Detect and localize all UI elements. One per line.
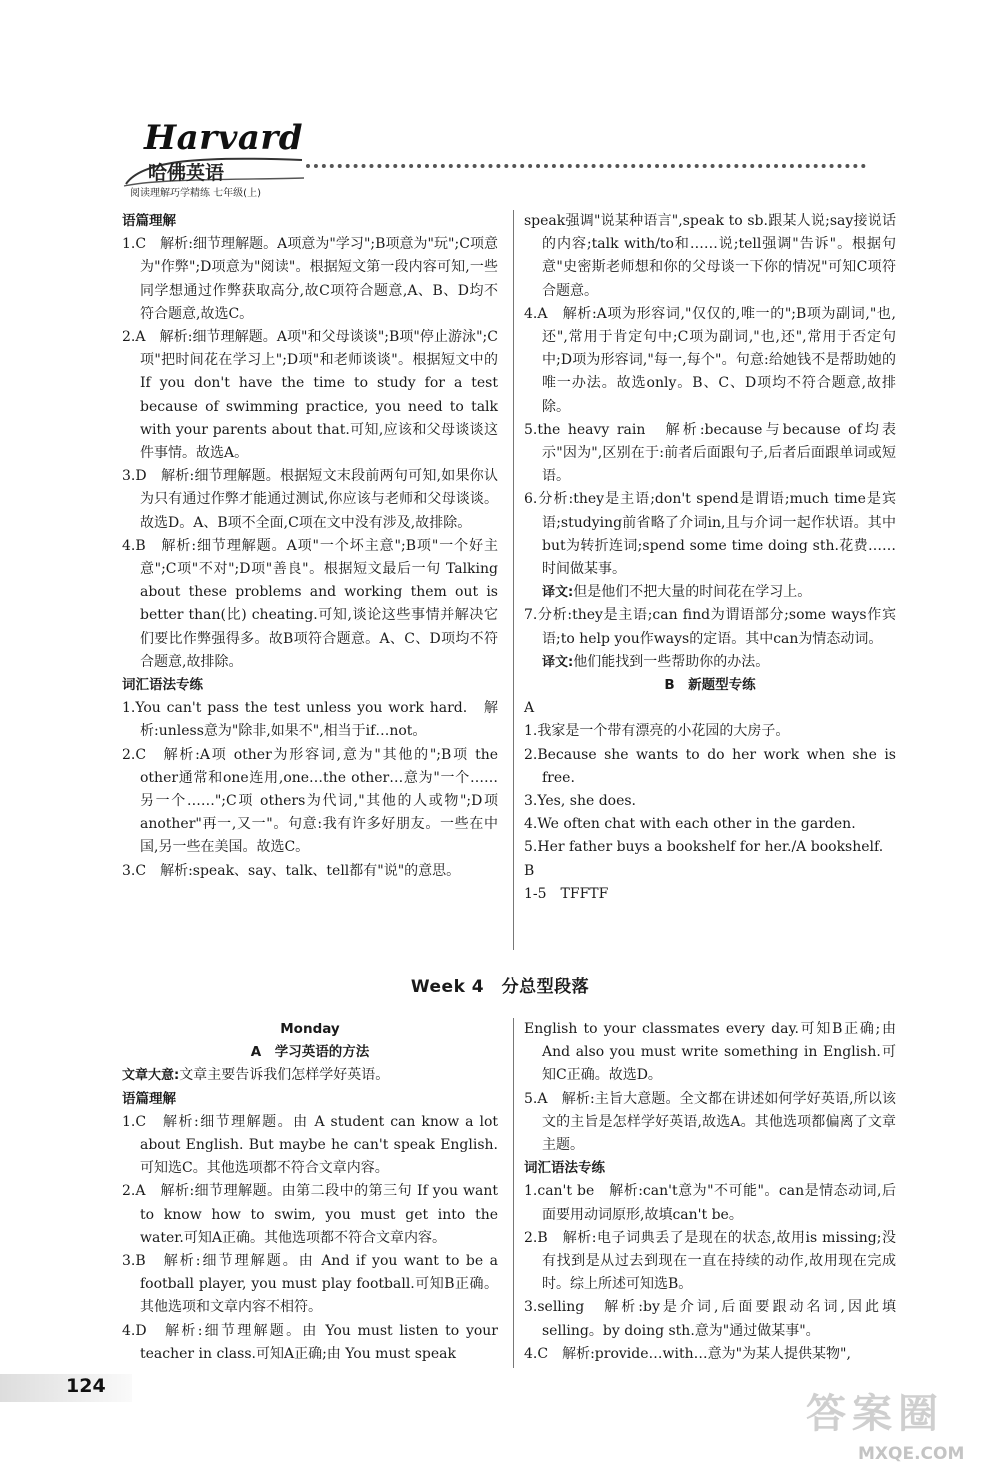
- section-heading: 词汇语法专练: [524, 1160, 605, 1177]
- answer-item: 5.the heavy rain 解析:because与because of均表示"因为",区别在于:前者后面跟句子,后者后面跟单词或短语。: [524, 421, 896, 485]
- answer-item: 1.C 解析:细节理解题。A项意为"学习";B项意为"玩";C项意为"作弊";D项意为"阅读"。根据短文第一段内容可知,一些同学想通过作弊获取高分,故C项符合题意,A、B、D均不符合题意,故选C。: [122, 236, 498, 322]
- summary-text: 文章主要告诉我们怎样学好英语。: [179, 1067, 390, 1084]
- day-heading: Monday: [280, 1021, 340, 1037]
- answer-item: 5.A 解析:主旨大意题。全文都在讲述如何学好英语,所以该文的主旨是怎样学好英语,故选A。其他选项都偏离了文章主题。: [524, 1090, 896, 1154]
- answer-item: 3.selling 解析:by是介词,后面要跟动名词,因此填selling。by doing sth.意为"通过做某事"。: [524, 1299, 896, 1339]
- answer-item: 3.D 解析:细节理解题。根据短文末段前两句可知,如果你认为只有通过作弊才能通过测试,你应该与老师和父母谈谈。故选D。A、B项不全面,C项在文中没有涉及,故排除。: [122, 468, 498, 531]
- answer-item: 4.We often chat with each other in the garden.: [524, 816, 856, 833]
- answer-item: 1.You can't pass the test unless you work hard. 解析:unless意为"除非,如果不",相当于if…not。: [122, 700, 498, 740]
- translation-label: 译文:: [542, 654, 574, 670]
- answer-item: 4.D 解析:细节理解题。由 You must listen to your teacher in class.可知A正确;由 You must speak: [122, 1322, 498, 1362]
- answer-item: 1.我家是一个带有漂亮的小花园的大房子。: [524, 723, 790, 740]
- header-dotted-rule: [306, 164, 866, 168]
- summary-label: 文章大意:: [122, 1068, 180, 1084]
- bottom-right-column: [524, 1018, 896, 1366]
- answer-item: English to your classmates every day.可知B正确;由 And also you must write something in English.可知C正确。故选D。: [524, 1021, 896, 1084]
- brand-logo: Harvard: [144, 118, 304, 158]
- translation-text: 他们能找到一些帮助你的办法。: [573, 653, 770, 670]
- answer-item: 2.B 解析:电子词典丢了是现在的状态,故用is missing;没有找到是从过去到现在一直在持续的动作,故用现在完成时。综上所述可知选B。: [524, 1229, 896, 1293]
- sub-label: A: [524, 700, 535, 717]
- page-number: 124: [66, 1375, 106, 1397]
- answer-item: 7.分析:they是主语;can find为谓语部分;some ways作宾语;to help you作ways的定语。其中can为情态动词。: [524, 607, 896, 647]
- section-heading: B 新题型专练: [664, 677, 756, 694]
- column-divider: [513, 1018, 514, 1368]
- book-header: [122, 118, 312, 202]
- top-right-column: [524, 210, 896, 906]
- passage-title: A 学习英语的方法: [250, 1044, 370, 1061]
- answer-item: 1.can't be 解析:can't意为"不可能"。can是情态动词,后面要用动词原形,故填can't be。: [524, 1183, 896, 1223]
- answer-item: 1-5 TFFTF: [524, 885, 609, 902]
- book-subtitle: 阅读理解巧学精练 七年级(上): [130, 188, 261, 199]
- sub-label: B: [524, 862, 535, 879]
- answer-item: 2.A 解析:细节理解题。由第二段中的第三句 If you want to know how to swim, you must get into the water.可知A正确。其他选项都不符合文章内容。: [122, 1183, 498, 1246]
- section-heading: 语篇理解: [122, 213, 176, 229]
- section-heading: 词汇语法专练: [122, 677, 203, 694]
- answer-item: 2.Because she wants to do her work when she is free.: [524, 746, 896, 786]
- top-left-column: [122, 210, 498, 883]
- column-divider: [513, 210, 514, 950]
- translation-text: 但是他们不把大量的时间花在学习上。: [573, 584, 812, 601]
- answer-item: 2.A 解析:细节理解题。A项"和父母谈谈";B项"停止游泳";C项"把时间花在学习上";D项"和老师谈谈"。根据短文中的 If you don't have the time to study for a test because of swimming practice, you need to talk with your parents about that.可知,应该和父母谈谈这件事情。故选A。: [122, 329, 498, 462]
- answer-item: 1.C 解析:细节理解题。由 A student can know a lot about English. But maybe he can't speak English.可知选C。其他选项都不符合文章内容。: [122, 1113, 498, 1177]
- translation-label: 译文:: [542, 585, 574, 601]
- watermark-url: MXQE.COM: [858, 1444, 965, 1464]
- answer-item: 3.B 解析:细节理解题。由 And if you want to be a football player, you must play football.可知B正确。其他选项和文章内容不相符。: [122, 1253, 498, 1316]
- translation-line: [524, 581, 896, 604]
- brand-chinese: 哈佛英语: [148, 162, 225, 184]
- answer-item: speak强调"说某种语言",speak to sb.跟某人说;say接说话的内容;talk with/to和……说;tell强调"告诉"。根据句意"史密斯老师想和你的父母谈一下你的情况"可知C项符合题意。: [524, 213, 896, 299]
- watermark-logo: 答案圈: [806, 1391, 944, 1437]
- answer-item: 5.Her father buys a bookshelf for her./A bookshelf.: [524, 839, 884, 856]
- answer-item: 2.C 解析:A项 other为形容词,意为"其他的";B项 the other通常和one连用,one…the other…意为"一个……另一个……";C项 others为代词,"其他的人或物";D项 another"再一,又一"。句意:我有许多好朋友。一些在中国,另一些在美国。故选C。: [122, 746, 498, 856]
- week-section-title: Week 4 分总型段落: [410, 977, 590, 997]
- answer-item: 3.C 解析:speak、say、talk、tell都有"说"的意思。: [122, 862, 461, 879]
- translation-line: [524, 651, 896, 674]
- answer-item: 4.C 解析:provide…with…意为"为某人提供某物",: [524, 1345, 851, 1362]
- answer-item: 3.Yes, she does.: [524, 793, 636, 810]
- summary-line: [122, 1064, 498, 1087]
- answer-item: 6.分析:they是主语;don't spend是谓语;much time是宾语;studying前省略了介词in,且与介词一起作状语。其中but为转折连词;spend some time doing sth.花费……时间做某事。: [524, 491, 896, 578]
- answer-item: 4.A 解析:A项为形容词,"仅仅的,唯一的";B项为副词,"也,还",常用于肯定句中;C项为副词,"也,还",常用于否定句中;D项为形容词,"每一,每个"。句意:给她钱不是帮助她的唯一办法。故选only。B、C、D项均不符合题意,故排除。: [524, 305, 896, 415]
- section-heading: 语篇理解: [122, 1090, 176, 1107]
- answer-item: 4.B 解析:细节理解题。A项"一个坏主意";B项"一个好主意";C项"不对";D项"善良"。根据短文最后一句 Talking about these problems and working them out is better than(比) cheating.可知,谈论这些事情并解决它们要比作弊强得多。故B项符合题意。A、C、D项均不符合题意,故排除。: [122, 537, 498, 670]
- bottom-left-column: [122, 1018, 498, 1366]
